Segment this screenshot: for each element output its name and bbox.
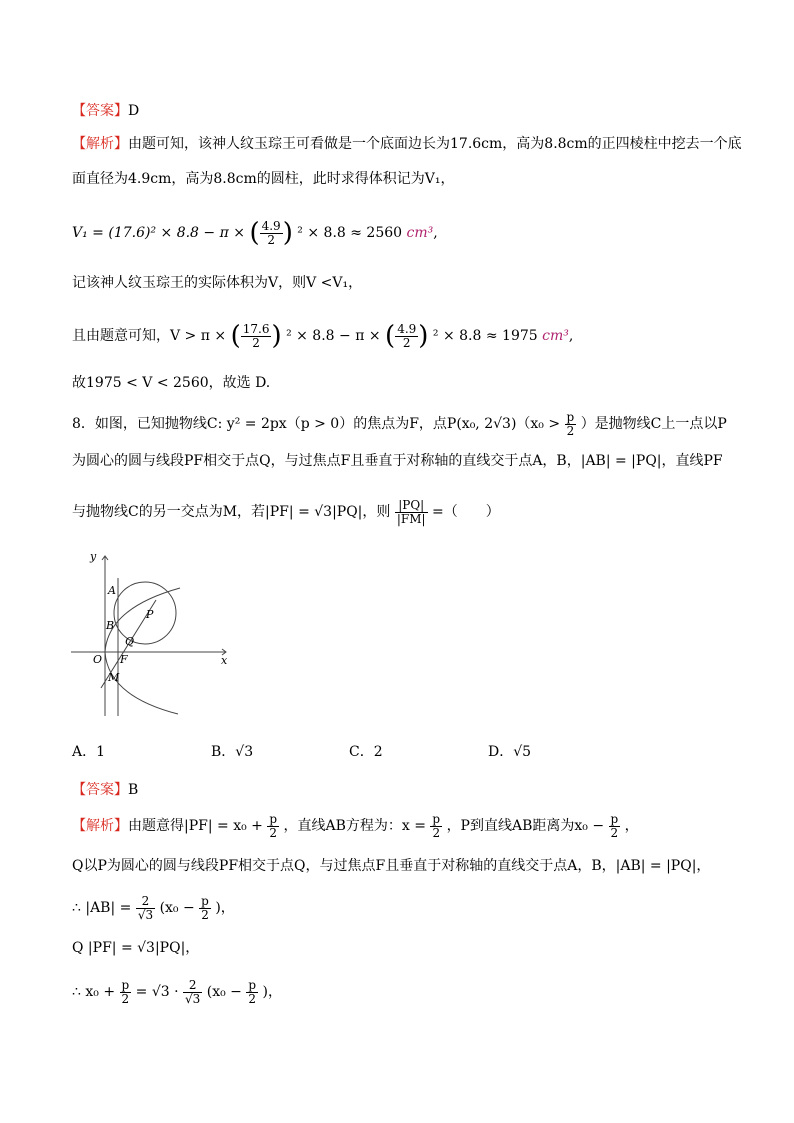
label-m: M bbox=[108, 671, 120, 684]
analysis-text: ∴ x₀ + bbox=[72, 984, 116, 1000]
fraction: $\frac{2}{√3}$ bbox=[185, 977, 201, 1006]
fraction: $\frac{p}{2}$ bbox=[121, 977, 130, 1006]
q7-analysis-line-2 bbox=[72, 169, 454, 189]
fraction: $\frac{4.9}{2}$ bbox=[397, 321, 417, 350]
fraction: $\frac{p}{2}$ bbox=[248, 977, 257, 1006]
q7-answer-line bbox=[72, 101, 139, 121]
formula-text: ² × 8.8 ≈ 1975 bbox=[432, 328, 538, 344]
q8-analysis-line-1: 【解析】由题意得|PF| = x₀ + $\frac{p}{2}$ ，直线AB方程为：x = $\frac{p}{2}$ ，P到直线AB距离为x₀ − $\frac{p}{2}$ ， bbox=[72, 811, 639, 840]
stem-text: 为圆心的圆与线段PF相交于点Q，与过焦点F且垂直于对称轴的直线交于点A，B，|AB| = |PQ|，直线PF bbox=[72, 453, 723, 469]
q7-formula-v: 且由题意可知，V > π × ( $\frac{17.6}{2}$ ) ² × 8.8 − π × ( $\frac{4.9}{2}$ ) ² × 8.8 ≈ 1975 cm³, bbox=[72, 321, 574, 351]
analysis-text: 记该神人纹玉琮王的实际体积为V，则V <V₁， bbox=[72, 275, 363, 291]
analysis-text: 故1975 < V < 2560，故选 D. bbox=[72, 375, 271, 391]
analysis-text: ∴ |AB| = bbox=[72, 900, 132, 916]
fraction: $\frac{p}{2}$ bbox=[566, 409, 575, 438]
label-f: F bbox=[120, 653, 128, 666]
choice-c[interactable]: C．2 bbox=[349, 744, 383, 760]
label-q: Q bbox=[125, 635, 135, 648]
q8-analysis-line-5: ∴ x₀ + $\frac{p}{2}$ = √3 · $\frac{2}{√3}$ (x₀ − $\frac{p}{2}$ )， bbox=[72, 977, 282, 1006]
formula-text: 且由题意可知，V > π × bbox=[72, 328, 227, 344]
q7-formula-v1: V₁ = (17.6)² × 8.8 − π × ( $\frac{4.9}{2}$ ) ² × 8.8 ≈ 2560 cm³, bbox=[72, 218, 438, 248]
answer-value: B bbox=[128, 782, 139, 798]
choice-a[interactable]: A．1 bbox=[72, 744, 106, 760]
unit-text: cm³ bbox=[542, 328, 569, 344]
analysis-text: ，直线AB方程为：x = bbox=[283, 818, 426, 834]
analysis-text: Q以P为圆心的圆与线段PF相交于点Q，与过焦点F且垂直于对称轴的直线交于点A，B，|AB| = |PQ|， bbox=[72, 858, 711, 874]
label-b: B bbox=[106, 619, 115, 632]
choice-d[interactable]: D．√5 bbox=[488, 744, 532, 760]
label-a: A bbox=[108, 584, 116, 597]
analysis-tag: 【解析】 bbox=[72, 818, 128, 834]
circle-p bbox=[114, 582, 176, 644]
q8-analysis-line-3: ∴ |AB| = $\frac{2}{√3}$ (x₀ − $\frac{p}{2}$ )， bbox=[72, 893, 235, 922]
answer-value: D bbox=[128, 103, 140, 119]
answer-tag: 【答案】 bbox=[72, 782, 128, 798]
fraction: $\frac{|PQ|}{|FM|}$ bbox=[396, 497, 426, 526]
analysis-text: (x₀ − bbox=[159, 900, 195, 916]
analysis-text: Q |PF| = √3|PQ|， bbox=[72, 940, 200, 956]
answer-choices bbox=[72, 741, 592, 763]
q8-answer-line bbox=[72, 780, 138, 800]
stem-text: ）是抛物线C上一点以P bbox=[580, 416, 727, 432]
analysis-text: (x₀ − bbox=[206, 984, 242, 1000]
analysis-text: 由题可知，该神人纹玉琮王可看做是一个底面边长为17.6cm，高为8.8cm的正四棱柱中挖去一个底 bbox=[128, 136, 742, 152]
stem-text: 8．如图，已知抛物线C: y² = 2px（p > 0）的焦点为F，点P(x₀, 2√3)（x₀ > bbox=[72, 416, 561, 432]
fraction: $\frac{p}{2}$ bbox=[269, 811, 278, 840]
q8-analysis-line-4 bbox=[72, 938, 199, 958]
choice-b[interactable]: B．√3 bbox=[211, 744, 254, 760]
answer-tag: 【答案】 bbox=[72, 103, 128, 119]
q7-analysis-line-3 bbox=[72, 273, 362, 293]
formula-text: V₁ = (17.6)² × 8.8 − π × bbox=[72, 225, 245, 241]
fraction: $\frac{17.6}{2}$ bbox=[242, 321, 270, 350]
q8-stem-line-1 bbox=[72, 409, 727, 439]
parabola-curve bbox=[105, 588, 180, 714]
q8-analysis-line-2 bbox=[72, 856, 710, 876]
label-y: y bbox=[90, 550, 97, 563]
q7-analysis-line-1 bbox=[72, 134, 742, 154]
label-x: x bbox=[221, 654, 228, 667]
fraction: $\frac{2}{√3}$ bbox=[137, 893, 154, 922]
q8-stem-line-2 bbox=[72, 451, 723, 471]
stem-text: =（ ） bbox=[432, 504, 500, 520]
fraction: $\frac{4.9}{2}$ bbox=[261, 218, 281, 247]
analysis-text: = √3 · bbox=[135, 984, 179, 1000]
fraction: $\frac{p}{2}$ bbox=[432, 811, 441, 840]
analysis-text: 由题意得|PF| = x₀ + bbox=[128, 818, 263, 834]
q7-analysis-line-5 bbox=[72, 373, 270, 393]
parabola-figure bbox=[68, 548, 238, 720]
stem-text: 与抛物线C的另一交点为M，若|PF| = √3|PQ|，则 bbox=[72, 504, 391, 520]
analysis-tag: 【解析】 bbox=[72, 136, 128, 152]
fraction: $\frac{p}{2}$ bbox=[201, 893, 209, 922]
label-p: P bbox=[146, 608, 154, 621]
formula-text: ² × 8.8 − π × bbox=[286, 328, 381, 344]
analysis-text: ，P到直线AB距离为x₀ − bbox=[446, 818, 605, 834]
q8-stem-line-3 bbox=[72, 497, 500, 527]
fraction: $\frac{p}{2}$ bbox=[610, 811, 619, 840]
formula-text: ² × 8.8 ≈ 2560 bbox=[297, 225, 403, 241]
unit-text: cm³ bbox=[406, 225, 434, 241]
label-o: O bbox=[93, 653, 103, 666]
analysis-text: 面直径为4.9cm，高为8.8cm的圆柱，此时求得体积记为V₁， bbox=[72, 171, 455, 187]
